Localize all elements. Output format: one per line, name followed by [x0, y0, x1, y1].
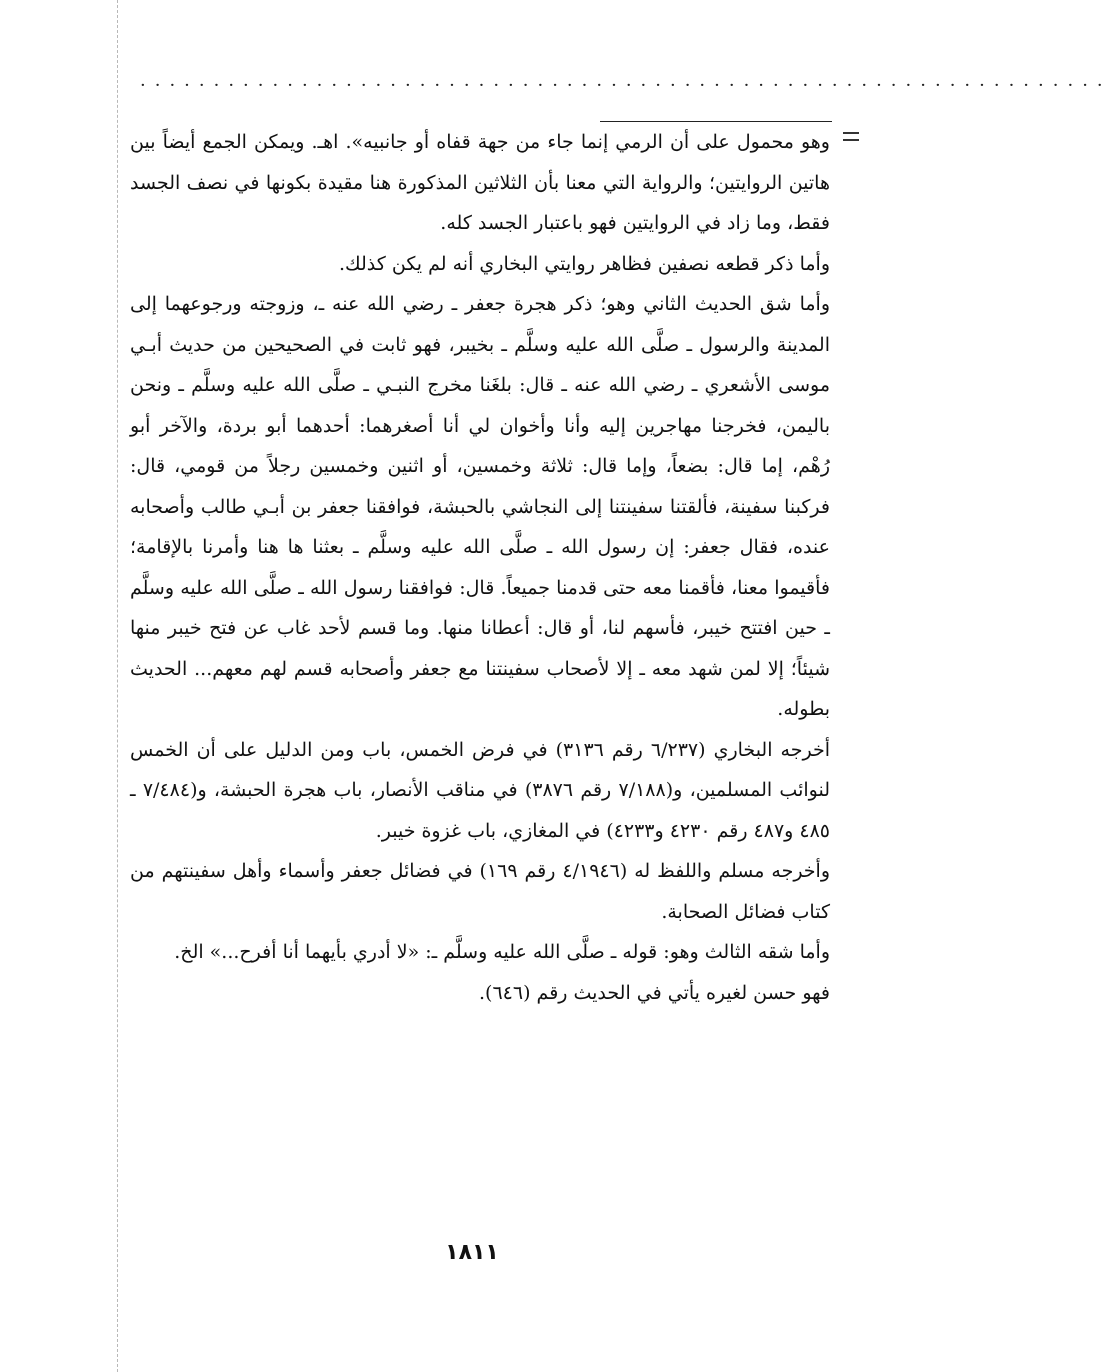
paragraph-2: وأما ذكر قطعه نصفين فظاهر روايتي البخاري أنه لم يكن كذلك.: [338, 252, 830, 275]
body-text: [130, 122, 830, 1013]
paragraph-7: فهو حسن لغيره يأتي في الحديث رقم (٦٤٦).: [479, 981, 830, 1004]
paragraph-1: وهو محمول على أن الرمي إنما جاء من جهة قفاه أو جانبيه». اهـ. ويمكن الجمع أيضاً بين هاتين الروايتين؛ والرواية التي معنا بأن الثلاثين المذكورة هنا مقيدة بكونها في نصف الجسد فقط، وما زاد في الروايتين فهو باعتبار الجسد كله.: [130, 131, 830, 234]
page-number: ١٨١١: [445, 1240, 499, 1265]
paragraph-6: وأما شقه الثالث وهو: قوله ـ صلَّى الله عليه وسلَّم ـ: «لا أدري بأيهما أنا أفرح...» الخ.: [174, 941, 830, 963]
paragraph-3: وأما شق الحديث الثاني وهو؛ ذكر هجرة جعفر ـ رضي الله عنه ـ، وزوجته ورجوعهما إلى المدينة والرسول ـ صلَّى الله عليه وسلَّم ـ بخيبر، فهو ثابت في الصحيحين من حديث أبـي موسى الأشعري ـ رضي الله عنه ـ قال: بلغَنا مخرج النبـي ـ صلَّى الله عليه وسلَّم ـ ونحن باليمن، فخرجنا مهاجرين إليه وأنا وأخوان لي أنا أصغرهما: أحدهما أبو بردة، والآخر أبو رُهْم، إما قال: بضعاً، وإما قال: ثلاثة وخمسين، أو اثنين وخمسين رجلاً من قومي، قال: فركبنا سفينة، فألقتنا سفينتنا إلى النجاشي بالحبشة، فوافقنا جعفر بن أبـي طالب وأصحابه عنده، فقال جعفر: إن رسول الله ـ صلَّى الله عليه وسلَّم ـ بعثنا ها هنا وأمرنا بالإقامة؛ فأقيموا معنا، فأقمنا معه حتى قدمنا جميعاً. قال: فوافقنا رسول الله ـ صلَّى الله عليه وسلَّم ـ حين افتتح خيبر، فأسهم لنا، أو قال: أعطانا منها. وما قسم لأحد غاب عن فتح خيبر منها شيئاً؛ إلا لمن شهد معه ـ إلا لأصحاب سفينتنا مع جعفر وأصحابه قسم لهم معهم... الحديث بطوله.: [130, 293, 830, 720]
paragraph-4: أخرجه البخاري (٦/٢٣٧ رقم ٣١٣٦) في فرض الخمس، باب ومن الدليل على أن الخمس لنوائب المسلمين، و(٧/١٨٨ رقم ٣٨٧٦) في مناقب الأنصار، باب هجرة الحبشة، و(٧/٤٨٤ ـ ٤٨٥ و٤٨٧ رقم ٤٢٣٠ و٤٢٣٣) في المغازي، باب غزوة خيبر.: [130, 738, 830, 842]
page-edge-dashed-border: [117, 0, 118, 1372]
continuation-mark: [843, 132, 859, 144]
header-dotted-rule: ··································································: [140, 75, 1112, 96]
paragraph-5: وأخرجه مسلم واللفظ له (٤/١٩٤٦ رقم ١٦٩) في فضائل جعفر وأسماء وأهل سفينتهم من كتاب فضائل الصحابة.: [130, 860, 830, 923]
